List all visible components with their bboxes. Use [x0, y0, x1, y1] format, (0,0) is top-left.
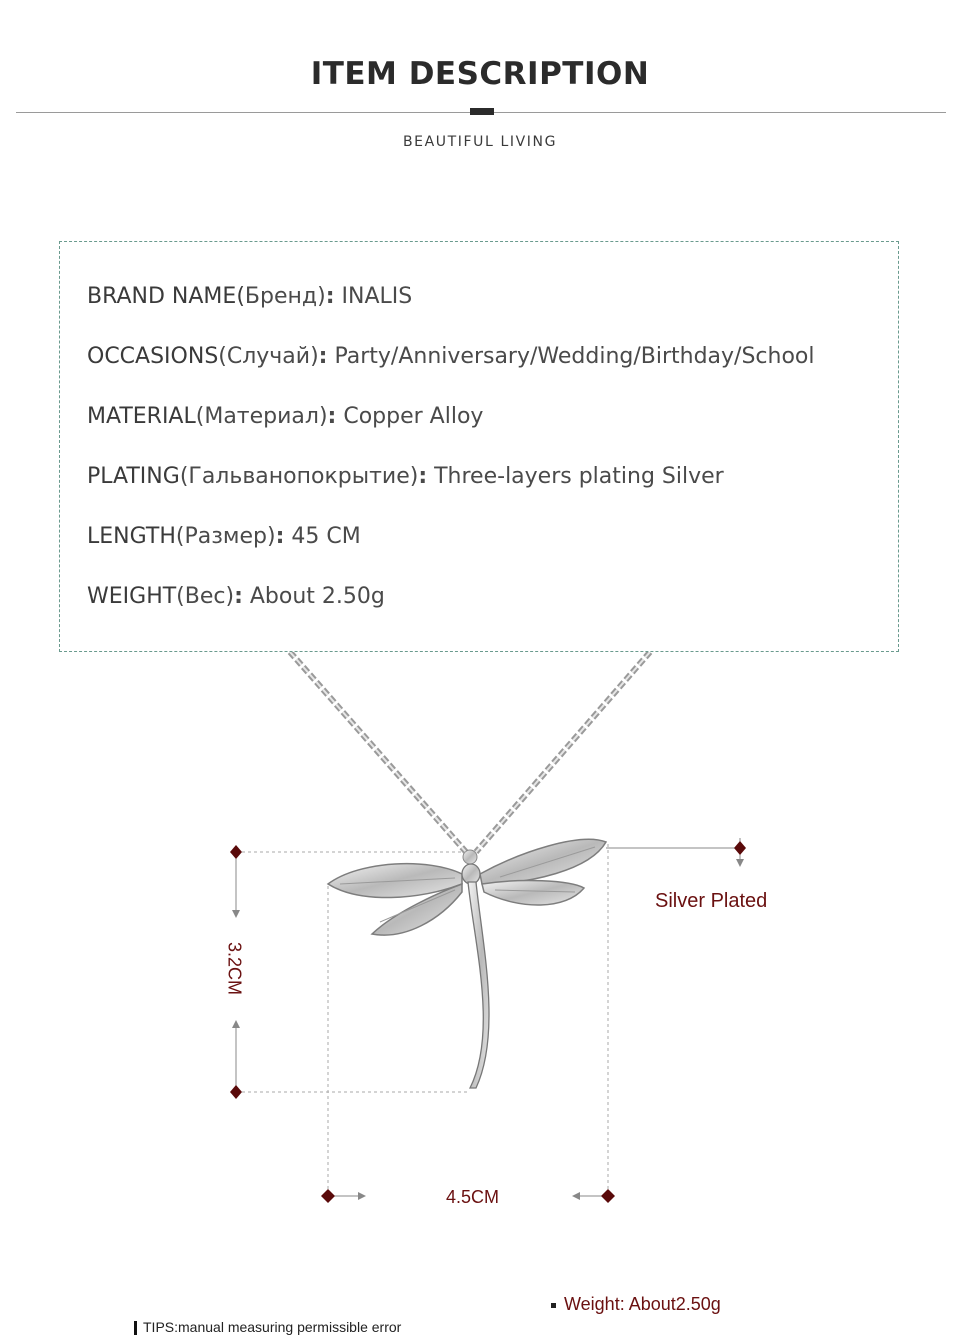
plating-label: Silver Plated [655, 890, 768, 912]
weight-note-text: Weight: About2.50g [564, 1294, 721, 1314]
spec-key: WEIGHT [87, 584, 177, 609]
width-label: 4.5CM [446, 1187, 500, 1207]
spec-value: Three-layers plating Silver [427, 464, 724, 489]
spec-key: BRAND NAME( [87, 284, 245, 309]
spec-key: MATERIAL [87, 404, 196, 429]
spec-value: Party/Anniversary/Wedding/Birthday/School [327, 344, 815, 369]
spec-key-ru: Бренд) [244, 284, 326, 309]
spec-key-ru: (Гальванопокрытие) [179, 464, 419, 489]
spec-box [59, 241, 899, 652]
spec-row-occasions: OCCASIONS(Случай): Party/Anniversary/Wedding/Birthday/School [87, 344, 815, 369]
spec-value: About 2.50g [242, 584, 385, 609]
page-subtitle: BEAUTIFUL LIVING [402, 134, 558, 150]
spec-row-brand: BRAND NAME(Бренд): INALIS [87, 284, 413, 309]
bullet-icon [551, 1303, 556, 1308]
spec-key-ru: (Размер) [175, 524, 276, 549]
tips-bar-icon [134, 1321, 137, 1335]
tips-note [134, 1319, 401, 1335]
plating-callout [606, 838, 746, 867]
spec-value: 45 CM [284, 524, 361, 549]
spec-row-length: LENGTH(Размер): 45 CM [87, 524, 361, 549]
title-divider-mark [470, 108, 494, 115]
spec-row-plating: PLATING(Гальванопокрытие): Three-layers plating Silver [87, 464, 724, 489]
product-illustration [0, 652, 960, 1338]
spec-key-ru: (Материал) [195, 404, 328, 429]
height-label: 3.2CM [224, 941, 245, 995]
spec-key: PLATING [87, 464, 180, 489]
spec-key: OCCASIONS [87, 344, 219, 369]
spec-row-material: MATERIAL(Материал): Copper Alloy [87, 404, 484, 429]
spec-key: LENGTH [87, 524, 176, 549]
spec-key-ru: (Случай) [218, 344, 319, 369]
spec-row-weight: WEIGHT(Вес): About 2.50g [87, 584, 385, 609]
spec-value: INALIS [334, 284, 413, 309]
tips-text: TIPS:manual measuring permissible error [143, 1319, 402, 1335]
spec-key-ru: (Вес) [176, 584, 235, 609]
chain-right [476, 652, 650, 852]
weight-note [551, 1294, 721, 1315]
dragonfly-pendant [328, 839, 606, 1088]
chain-left [290, 652, 466, 852]
spec-value: Copper Alloy [336, 404, 484, 429]
page-title: ITEM DESCRIPTION [310, 56, 650, 92]
